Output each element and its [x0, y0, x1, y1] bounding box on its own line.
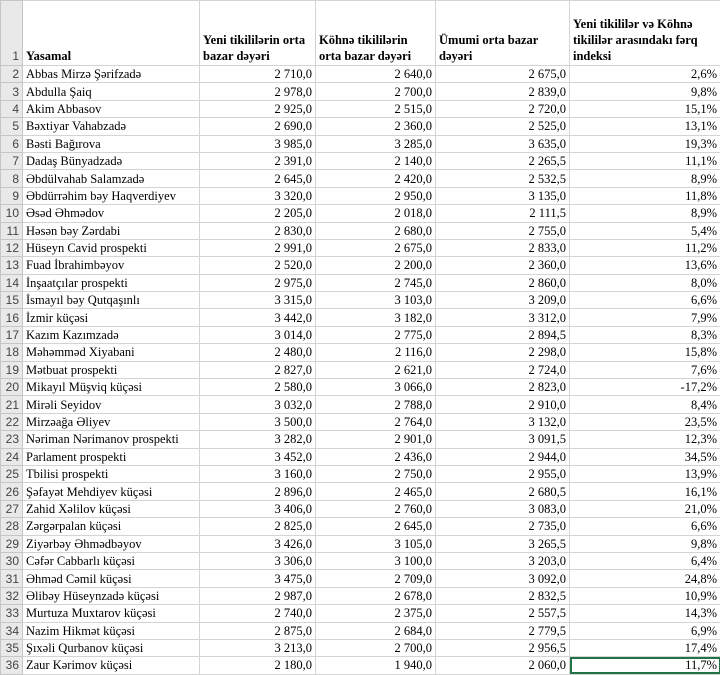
total-value-cell[interactable]: 2 832,5	[436, 587, 570, 604]
old-value-cell[interactable]: 2 709,0	[316, 570, 436, 587]
total-value-cell[interactable]: 2 265,5	[436, 152, 570, 169]
old-value-cell[interactable]: 2 680,0	[316, 222, 436, 239]
row-number[interactable]: 27	[1, 500, 23, 517]
street-name-cell[interactable]: Mirəli Seyidov	[23, 396, 200, 413]
diff-index-cell[interactable]: 11,8%	[570, 187, 720, 204]
new-value-cell[interactable]: 2 740,0	[200, 605, 316, 622]
old-value-cell[interactable]: 2 200,0	[316, 257, 436, 274]
diff-index-cell[interactable]: 15,8%	[570, 344, 720, 361]
new-value-cell[interactable]: 2 827,0	[200, 361, 316, 378]
row-number[interactable]: 31	[1, 570, 23, 587]
table-row	[1, 500, 720, 517]
table-row	[1, 587, 720, 604]
old-value-cell[interactable]: 2 645,0	[316, 518, 436, 535]
row-number[interactable]: 9	[1, 187, 23, 204]
diff-index-cell[interactable]: 11,1%	[570, 152, 720, 169]
row-number[interactable]: 34	[1, 622, 23, 639]
new-value-cell[interactable]: 3 315,0	[200, 292, 316, 309]
table-row	[1, 135, 720, 152]
new-value-cell[interactable]: 2 180,0	[200, 657, 316, 674]
old-value-cell[interactable]: 2 678,0	[316, 587, 436, 604]
new-value-cell[interactable]: 3 320,0	[200, 187, 316, 204]
table-row	[1, 361, 720, 378]
total-value-cell[interactable]: 3 083,0	[436, 500, 570, 517]
diff-index-cell[interactable]: 7,9%	[570, 309, 720, 326]
total-value-cell[interactable]: 2 111,5	[436, 205, 570, 222]
table-row	[1, 257, 720, 274]
street-name-cell[interactable]: Məhəmməd Xiyabani	[23, 344, 200, 361]
diff-index-cell[interactable]: 13,9%	[570, 465, 720, 482]
diff-index-cell[interactable]: 24,8%	[570, 570, 720, 587]
row-number[interactable]: 23	[1, 431, 23, 448]
street-name-cell[interactable]: Nazim Hikmət küçəsi	[23, 622, 200, 639]
row-number[interactable]: 16	[1, 309, 23, 326]
old-value-cell[interactable]: 2 700,0	[316, 639, 436, 656]
old-value-cell[interactable]: 2 465,0	[316, 483, 436, 500]
new-value-cell[interactable]: 3 442,0	[200, 309, 316, 326]
table-row	[1, 535, 720, 552]
row-number[interactable]: 14	[1, 274, 23, 291]
diff-index-cell[interactable]: 21,0%	[570, 500, 720, 517]
new-value-cell[interactable]: 2 925,0	[200, 100, 316, 117]
total-value-cell[interactable]: 2 724,0	[436, 361, 570, 378]
total-value-cell[interactable]: 2 860,0	[436, 274, 570, 291]
new-value-cell[interactable]: 3 426,0	[200, 535, 316, 552]
row-number[interactable]: 18	[1, 344, 23, 361]
new-value-cell[interactable]: 2 978,0	[200, 83, 316, 100]
table-row	[1, 570, 720, 587]
total-value-cell[interactable]: 3 135,0	[436, 187, 570, 204]
street-name-cell[interactable]: Fuad İbrahimbəyov	[23, 257, 200, 274]
old-value-cell[interactable]: 2 515,0	[316, 100, 436, 117]
table-row	[1, 118, 720, 135]
diff-index-cell[interactable]: 8,4%	[570, 396, 720, 413]
diff-index-cell[interactable]: 11,2%	[570, 239, 720, 256]
street-name-cell[interactable]: Əhməd Cəmil küçəsi	[23, 570, 200, 587]
new-value-cell[interactable]: 2 480,0	[200, 344, 316, 361]
table-row	[1, 326, 720, 343]
old-value-cell[interactable]: 2 436,0	[316, 448, 436, 465]
row-number[interactable]: 24	[1, 448, 23, 465]
old-value-cell[interactable]: 3 105,0	[316, 535, 436, 552]
new-value-cell[interactable]: 2 825,0	[200, 518, 316, 535]
diff-index-cell[interactable]: 6,6%	[570, 518, 720, 535]
old-value-cell[interactable]: 2 360,0	[316, 118, 436, 135]
street-name-cell[interactable]: Parlament prospekti	[23, 448, 200, 465]
street-name-cell[interactable]: Əbdürrəhim bəy Haqverdiyev	[23, 187, 200, 204]
row-number[interactable]: 28	[1, 518, 23, 535]
street-name-cell[interactable]: Ziyərbəy Əhmədbəyov	[23, 535, 200, 552]
row-number[interactable]: 20	[1, 379, 23, 396]
total-value-cell[interactable]: 2 720,0	[436, 100, 570, 117]
new-value-cell[interactable]: 3 160,0	[200, 465, 316, 482]
old-value-cell[interactable]: 3 103,0	[316, 292, 436, 309]
diff-index-cell[interactable]: 13,1%	[570, 118, 720, 135]
street-name-cell[interactable]: Akim Abbasov	[23, 100, 200, 117]
table-row	[1, 239, 720, 256]
new-value-cell[interactable]: 2 690,0	[200, 118, 316, 135]
table-row	[1, 413, 720, 430]
row-number[interactable]: 35	[1, 639, 23, 656]
table-row	[1, 431, 720, 448]
table-row	[1, 83, 720, 100]
total-value-cell[interactable]: 2 944,0	[436, 448, 570, 465]
new-value-cell[interactable]: 3 500,0	[200, 413, 316, 430]
old-value-cell[interactable]: 2 684,0	[316, 622, 436, 639]
diff-index-cell[interactable]: 11,7%	[570, 657, 720, 674]
table-row	[1, 622, 720, 639]
street-name-cell[interactable]: Hüseyn Cavid prospekti	[23, 239, 200, 256]
diff-index-cell[interactable]: -17,2%	[570, 379, 720, 396]
new-value-cell[interactable]: 2 991,0	[200, 239, 316, 256]
total-value-cell[interactable]: 2 823,0	[436, 379, 570, 396]
old-value-cell[interactable]: 3 066,0	[316, 379, 436, 396]
old-value-cell[interactable]: 2 775,0	[316, 326, 436, 343]
row-number[interactable]: 6	[1, 135, 23, 152]
table-row	[1, 222, 720, 239]
old-value-cell[interactable]: 1 940,0	[316, 657, 436, 674]
total-value-cell[interactable]: 2 298,0	[436, 344, 570, 361]
total-value-cell[interactable]: 2 675,0	[436, 66, 570, 83]
total-value-cell[interactable]: 2 532,5	[436, 170, 570, 187]
table-row	[1, 170, 720, 187]
header-name[interactable]: Yasamal	[23, 1, 200, 66]
old-value-cell[interactable]: 2 700,0	[316, 83, 436, 100]
total-value-cell[interactable]: 3 312,0	[436, 309, 570, 326]
diff-index-cell[interactable]: 8,3%	[570, 326, 720, 343]
row-number[interactable]: 13	[1, 257, 23, 274]
diff-index-cell[interactable]: 9,8%	[570, 83, 720, 100]
new-value-cell[interactable]: 2 987,0	[200, 587, 316, 604]
old-value-cell[interactable]: 2 116,0	[316, 344, 436, 361]
row-number[interactable]: 8	[1, 170, 23, 187]
row-number[interactable]: 32	[1, 587, 23, 604]
new-value-cell[interactable]: 3 213,0	[200, 639, 316, 656]
total-value-cell[interactable]: 2 833,0	[436, 239, 570, 256]
row-number[interactable]: 36	[1, 657, 23, 674]
street-name-cell[interactable]: Nəriman Nərimanov prospekti	[23, 431, 200, 448]
new-value-cell[interactable]: 2 875,0	[200, 622, 316, 639]
diff-index-cell[interactable]: 8,9%	[570, 205, 720, 222]
street-name-cell[interactable]: Murtuza Muxtarov küçəsi	[23, 605, 200, 622]
diff-index-cell[interactable]: 6,6%	[570, 292, 720, 309]
diff-index-cell[interactable]: 2,6%	[570, 66, 720, 83]
row-number[interactable]: 21	[1, 396, 23, 413]
street-name-cell[interactable]: Mətbuat prospekti	[23, 361, 200, 378]
table-row	[1, 605, 720, 622]
total-value-cell[interactable]: 2 360,0	[436, 257, 570, 274]
street-name-cell[interactable]: Mirzəağa Əliyev	[23, 413, 200, 430]
total-value-cell[interactable]: 3 635,0	[436, 135, 570, 152]
new-value-cell[interactable]: 2 391,0	[200, 152, 316, 169]
new-value-cell[interactable]: 3 014,0	[200, 326, 316, 343]
row-number[interactable]: 7	[1, 152, 23, 169]
diff-index-cell[interactable]: 10,9%	[570, 587, 720, 604]
new-value-cell[interactable]: 2 896,0	[200, 483, 316, 500]
header-old-value[interactable]: Köhnə tikililərin orta bazar dəyəri	[316, 1, 436, 66]
street-name-cell[interactable]: Cəfər Cabbarlı küçəsi	[23, 552, 200, 569]
total-value-cell[interactable]: 2 680,5	[436, 483, 570, 500]
total-value-cell[interactable]: 2 060,0	[436, 657, 570, 674]
old-value-cell[interactable]: 3 285,0	[316, 135, 436, 152]
table-row	[1, 379, 720, 396]
row-number[interactable]: 30	[1, 552, 23, 569]
diff-index-cell[interactable]: 6,4%	[570, 552, 720, 569]
total-value-cell[interactable]: 2 839,0	[436, 83, 570, 100]
row-number[interactable]: 29	[1, 535, 23, 552]
total-value-cell[interactable]: 2 894,5	[436, 326, 570, 343]
diff-index-cell[interactable]: 8,0%	[570, 274, 720, 291]
total-value-cell[interactable]: 2 557,5	[436, 605, 570, 622]
street-name-cell[interactable]: Əbdülvahab Salamzadə	[23, 170, 200, 187]
row-number[interactable]: 17	[1, 326, 23, 343]
row-number[interactable]: 33	[1, 605, 23, 622]
total-value-cell[interactable]: 2 910,0	[436, 396, 570, 413]
old-value-cell[interactable]: 2 621,0	[316, 361, 436, 378]
header-new-value[interactable]: Yeni tikililərin orta bazar dəyəri	[200, 1, 316, 66]
new-value-cell[interactable]: 3 406,0	[200, 500, 316, 517]
diff-index-cell[interactable]: 8,9%	[570, 170, 720, 187]
old-value-cell[interactable]: 2 420,0	[316, 170, 436, 187]
row-number[interactable]: 19	[1, 361, 23, 378]
table-row	[1, 465, 720, 482]
old-value-cell[interactable]: 2 764,0	[316, 413, 436, 430]
row-number[interactable]: 25	[1, 465, 23, 482]
total-value-cell[interactable]: 3 092,0	[436, 570, 570, 587]
table-row	[1, 274, 720, 291]
street-name-cell[interactable]: Abbas Mirzə Şərifzadə	[23, 66, 200, 83]
street-name-cell[interactable]: Bəsti Bağırova	[23, 135, 200, 152]
street-name-cell[interactable]: Zaur Kərimov küçəsi	[23, 657, 200, 674]
table-row	[1, 100, 720, 117]
header-row	[1, 1, 720, 66]
total-value-cell[interactable]: 2 955,0	[436, 465, 570, 482]
total-value-cell[interactable]: 3 203,0	[436, 552, 570, 569]
new-value-cell[interactable]: 3 475,0	[200, 570, 316, 587]
new-value-cell[interactable]: 2 710,0	[200, 66, 316, 83]
street-name-cell[interactable]: Əsəd Əhmədov	[23, 205, 200, 222]
table-row	[1, 448, 720, 465]
new-value-cell[interactable]: 2 645,0	[200, 170, 316, 187]
old-value-cell[interactable]: 2 640,0	[316, 66, 436, 83]
row-number[interactable]: 3	[1, 83, 23, 100]
diff-index-cell[interactable]: 9,8%	[570, 535, 720, 552]
diff-index-cell[interactable]: 17,4%	[570, 639, 720, 656]
table-row	[1, 396, 720, 413]
street-name-cell[interactable]: Zərgərpalan küçəsi	[23, 518, 200, 535]
new-value-cell[interactable]: 3 985,0	[200, 135, 316, 152]
table-row	[1, 344, 720, 361]
diff-index-cell[interactable]: 5,4%	[570, 222, 720, 239]
old-value-cell[interactable]: 3 100,0	[316, 552, 436, 569]
street-name-cell[interactable]: Tbilisi prospekti	[23, 465, 200, 482]
diff-index-cell[interactable]: 12,3%	[570, 431, 720, 448]
row-number[interactable]: 4	[1, 100, 23, 117]
diff-index-cell[interactable]: 23,5%	[570, 413, 720, 430]
street-name-cell[interactable]: Şıxəli Qurbanov küçəsi	[23, 639, 200, 656]
diff-index-cell[interactable]: 19,3%	[570, 135, 720, 152]
new-value-cell[interactable]: 2 830,0	[200, 222, 316, 239]
old-value-cell[interactable]: 2 788,0	[316, 396, 436, 413]
old-value-cell[interactable]: 2 018,0	[316, 205, 436, 222]
row-number[interactable]: 22	[1, 413, 23, 430]
table-row	[1, 66, 720, 83]
street-name-cell[interactable]: Həsən bəy Zərdabi	[23, 222, 200, 239]
street-name-cell[interactable]: Əlibəy Hüseynzadə küçəsi	[23, 587, 200, 604]
table-row	[1, 518, 720, 535]
street-name-cell[interactable]: Dadaş Bünyadzadə	[23, 152, 200, 169]
row-number[interactable]: 2	[1, 66, 23, 83]
diff-index-cell[interactable]: 6,9%	[570, 622, 720, 639]
old-value-cell[interactable]: 2 675,0	[316, 239, 436, 256]
old-value-cell[interactable]: 2 375,0	[316, 605, 436, 622]
row-number[interactable]: 5	[1, 118, 23, 135]
row-number[interactable]: 11	[1, 222, 23, 239]
street-name-cell[interactable]: İnşaatçılar prospekti	[23, 274, 200, 291]
diff-index-cell[interactable]: 16,1%	[570, 483, 720, 500]
street-name-cell[interactable]: İsmayıl bəy Qutqaşınlı	[23, 292, 200, 309]
table-row	[1, 205, 720, 222]
table-row	[1, 152, 720, 169]
diff-index-cell[interactable]: 15,1%	[570, 100, 720, 117]
new-value-cell[interactable]: 2 580,0	[200, 379, 316, 396]
new-value-cell[interactable]: 3 306,0	[200, 552, 316, 569]
diff-index-cell[interactable]: 14,3%	[570, 605, 720, 622]
total-value-cell[interactable]: 3 091,5	[436, 431, 570, 448]
table-row	[1, 309, 720, 326]
street-name-cell[interactable]: İzmir küçəsi	[23, 309, 200, 326]
street-name-cell[interactable]: Zahid Xəlilov küçəsi	[23, 500, 200, 517]
street-name-cell[interactable]: Mikayıl Müşviq küçəsi	[23, 379, 200, 396]
old-value-cell[interactable]: 3 182,0	[316, 309, 436, 326]
row-number[interactable]: 12	[1, 239, 23, 256]
total-value-cell[interactable]: 2 779,5	[436, 622, 570, 639]
old-value-cell[interactable]: 2 750,0	[316, 465, 436, 482]
table-row	[1, 187, 720, 204]
old-value-cell[interactable]: 2 901,0	[316, 431, 436, 448]
new-value-cell[interactable]: 3 452,0	[200, 448, 316, 465]
new-value-cell[interactable]: 2 205,0	[200, 205, 316, 222]
street-name-cell[interactable]: Bəxtiyar Vahabzadə	[23, 118, 200, 135]
new-value-cell[interactable]: 3 032,0	[200, 396, 316, 413]
header-diff-index[interactable]: Yeni tikililər və Köhnə tikililər arasındakı fərq indeksi	[570, 1, 720, 66]
total-value-cell[interactable]: 2 956,5	[436, 639, 570, 656]
row-number[interactable]: 15	[1, 292, 23, 309]
old-value-cell[interactable]: 2 760,0	[316, 500, 436, 517]
old-value-cell[interactable]: 2 140,0	[316, 152, 436, 169]
row-number[interactable]: 26	[1, 483, 23, 500]
table-row	[1, 292, 720, 309]
street-name-cell[interactable]: Kazım Kazımzadə	[23, 326, 200, 343]
diff-index-cell[interactable]: 13,6%	[570, 257, 720, 274]
table-row	[1, 552, 720, 569]
new-value-cell[interactable]: 2 520,0	[200, 257, 316, 274]
total-value-cell[interactable]: 2 755,0	[436, 222, 570, 239]
total-value-cell[interactable]: 2 525,0	[436, 118, 570, 135]
table-row	[1, 639, 720, 656]
table-row	[1, 483, 720, 500]
old-value-cell[interactable]: 2 745,0	[316, 274, 436, 291]
header-total-value[interactable]: Ümumi orta bazar dəyəri	[436, 1, 570, 66]
old-value-cell[interactable]: 2 950,0	[316, 187, 436, 204]
new-value-cell[interactable]: 2 975,0	[200, 274, 316, 291]
total-value-cell[interactable]: 2 735,0	[436, 518, 570, 535]
diff-index-cell[interactable]: 34,5%	[570, 448, 720, 465]
total-value-cell[interactable]: 3 209,0	[436, 292, 570, 309]
diff-index-cell[interactable]: 7,6%	[570, 361, 720, 378]
total-value-cell[interactable]: 3 132,0	[436, 413, 570, 430]
total-value-cell[interactable]: 3 265,5	[436, 535, 570, 552]
street-name-cell[interactable]: Abdulla Şaiq	[23, 83, 200, 100]
row-number[interactable]: 1	[1, 1, 23, 66]
new-value-cell[interactable]: 3 282,0	[200, 431, 316, 448]
row-number[interactable]: 10	[1, 205, 23, 222]
table-row	[1, 657, 720, 674]
street-name-cell[interactable]: Şəfayət Mehdiyev küçəsi	[23, 483, 200, 500]
